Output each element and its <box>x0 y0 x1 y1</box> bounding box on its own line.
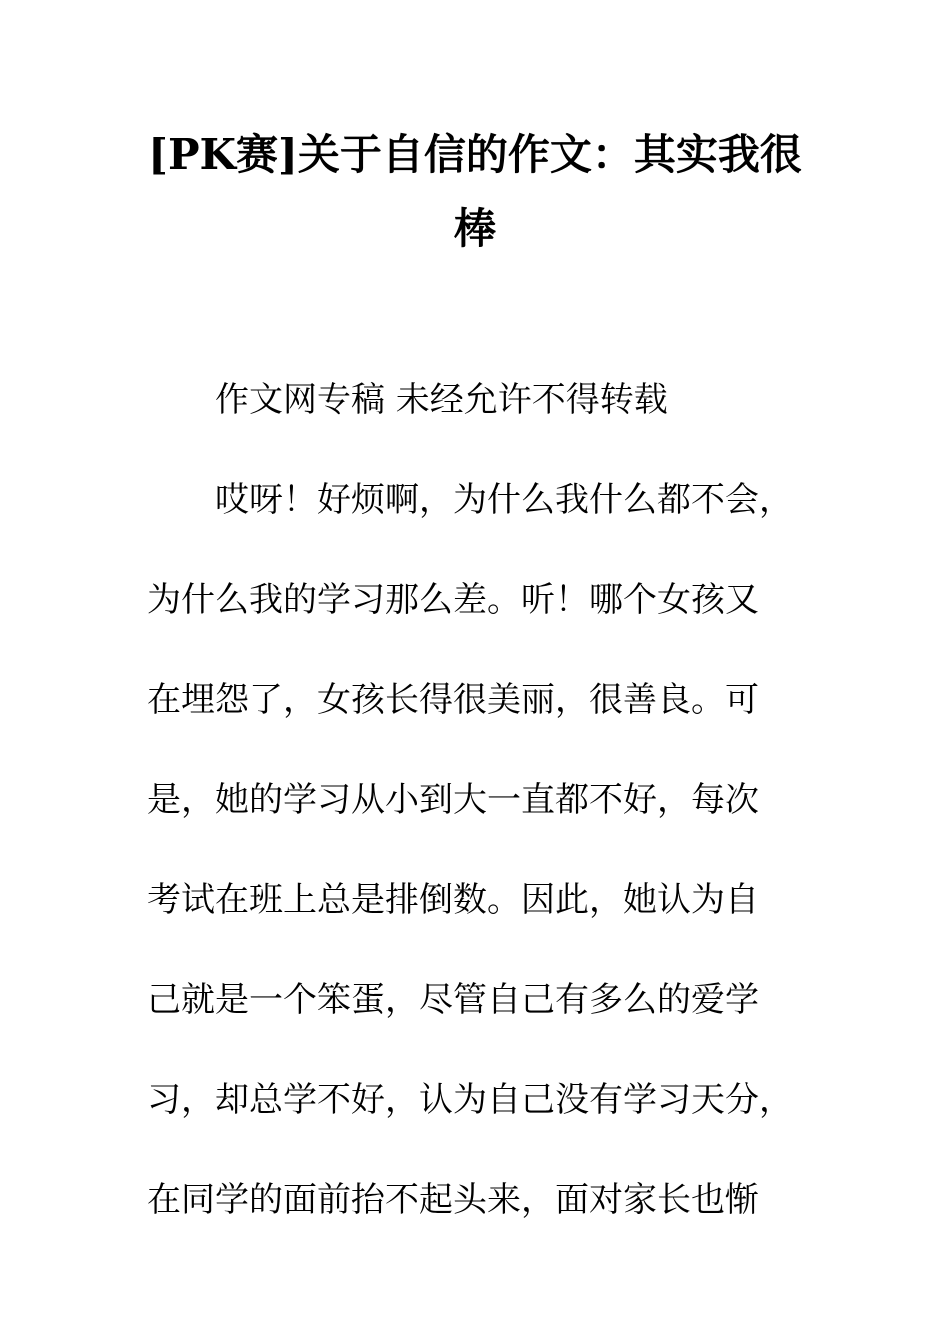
body-line-2: 为什么我的学习那么差。听！哪个女孩又 <box>147 580 759 620</box>
document-title <box>140 118 810 266</box>
body-line-8: 在同学的面前抬不起头来，面对家长也惭 <box>147 1180 759 1220</box>
body-line-3: 在埋怨了，女孩长得很美丽，很善良。可 <box>147 680 759 720</box>
body-line-1: 哎呀！好烦啊，为什么我什么都不会， <box>215 480 793 520</box>
body-line-7: 习，却总学不好，认为自己没有学习天分， <box>147 1080 793 1120</box>
title-line-2: 棒 <box>453 204 496 253</box>
title-line-1: [PK赛]关于自信的作文：其实我很 <box>148 130 802 179</box>
body-line-4: 是，她的学习从小到大一直都不好，每次 <box>147 780 759 820</box>
body-line-5: 考试在班上总是排倒数。因此，她认为自 <box>147 880 759 920</box>
copyright-notice: 作文网专稿 未经允许不得转载 <box>215 380 668 420</box>
body-line-6: 己就是一个笨蛋，尽管自己有多么的爱学 <box>147 980 759 1020</box>
